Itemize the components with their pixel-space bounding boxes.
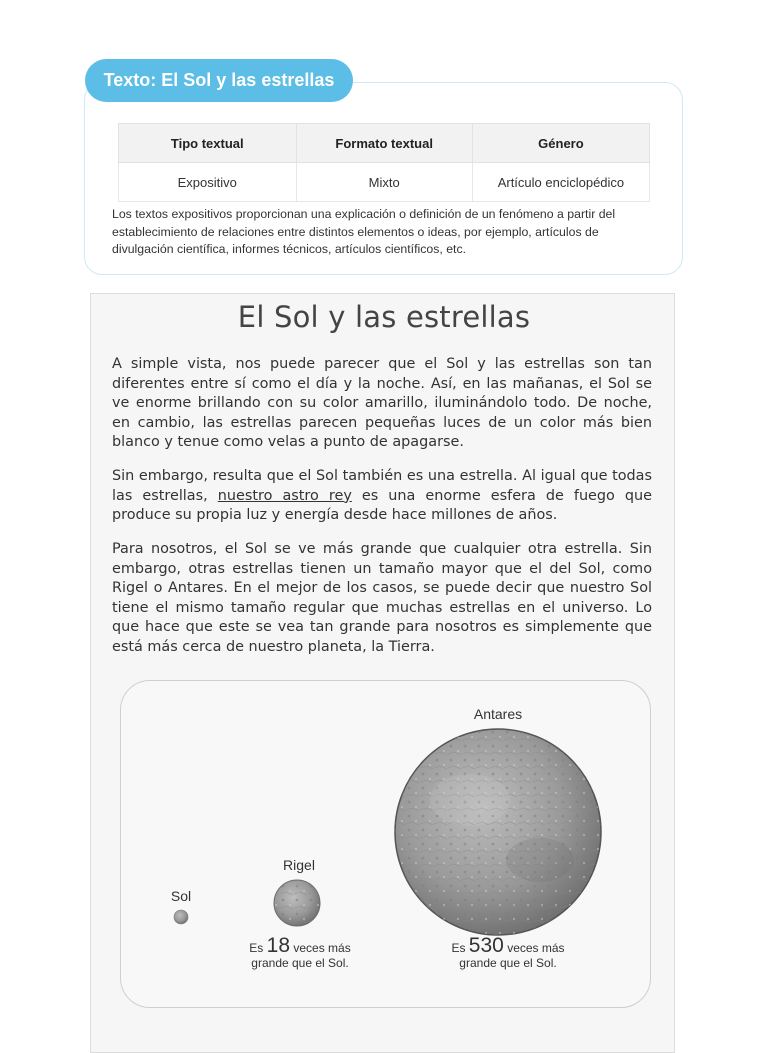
sun-star-icon — [174, 910, 188, 924]
comparison-line-2: grande que el Sol. — [251, 956, 349, 970]
comparison-line-1 — [228, 934, 372, 957]
comparison-prefix: Es — [249, 941, 264, 955]
table-header: Género — [472, 124, 649, 163]
table-cell: Artículo enciclopédico — [472, 163, 649, 202]
article-paragraph-3: Para nosotros, el Sol se ve más grande que cualquier otra estrella. Sin embargo, otras estrellas tienen un tamaño mayor que el del Sol, como Rigel o Antares. En el mejor de los casos, se puede decir que nuestro Sol tiene el mismo tamaño regular que muchas estrellas en el universo. Lo que hace que este se vea tan grande para nosotros es simplemente que está más cerca de nuestro planeta, la Tierra. — [112, 541, 652, 655]
comparison-suffix: veces más — [293, 941, 351, 955]
sun-label: Sol — [170, 888, 192, 904]
underlined-phrase: nuestro astro rey — [217, 487, 352, 504]
comparison-line-1 — [428, 934, 588, 957]
antares-label: Antares — [473, 706, 523, 722]
comparison-times: 530 — [468, 934, 504, 957]
paragraph-text: Sin embargo, resulta que el Sol también es una estrella. Al igual que todas las estrellas, — [112, 468, 652, 504]
table-header: Formato textual — [296, 124, 472, 163]
article-paragraph-1: A simple vista, nos puede parecer que el Sol y las estrellas son tan diferentes entre sí como el día y la noche. Así, en las mañanas, el Sol se ve enorme brillando con su color amarillo, iluminándolo todo. De noche, en cambio, las estrellas parecen pequeñas luces de un color más bien blanco y tenue como velas a punto de apagarse. — [112, 356, 652, 451]
comparison-line-2: grande que el Sol. — [459, 956, 557, 970]
article-title: El Sol y las estrellas — [237, 300, 531, 334]
table-cell: Mixto — [296, 163, 472, 202]
antares-comparison — [428, 934, 588, 971]
rigel-star-icon — [274, 880, 320, 926]
paragraph-text: es una enorme esfera de fuego que produce su propia luz y energía desde hace millones de años. — [112, 487, 653, 524]
comparison-suffix: veces más — [507, 941, 565, 955]
table-header: Tipo textual — [119, 124, 297, 163]
rigel-comparison — [228, 934, 372, 971]
table-cell: Expositivo — [119, 163, 297, 202]
comparison-prefix: Es — [451, 941, 466, 955]
comparison-times: 18 — [266, 934, 290, 957]
antares-star-icon — [395, 729, 601, 935]
text-title-pill: Texto: El Sol y las estrellas — [85, 59, 353, 102]
rigel-label: Rigel — [283, 857, 315, 873]
text-type-description: Los textos expositivos proporcionan una explicación o definición de un fenómeno a partir del establecimiento de relaciones entre distintos elementos o ideas, por ejemplo, artículos de divulgación científica, informes técnicos, artículos científicos, etc. — [112, 207, 616, 256]
